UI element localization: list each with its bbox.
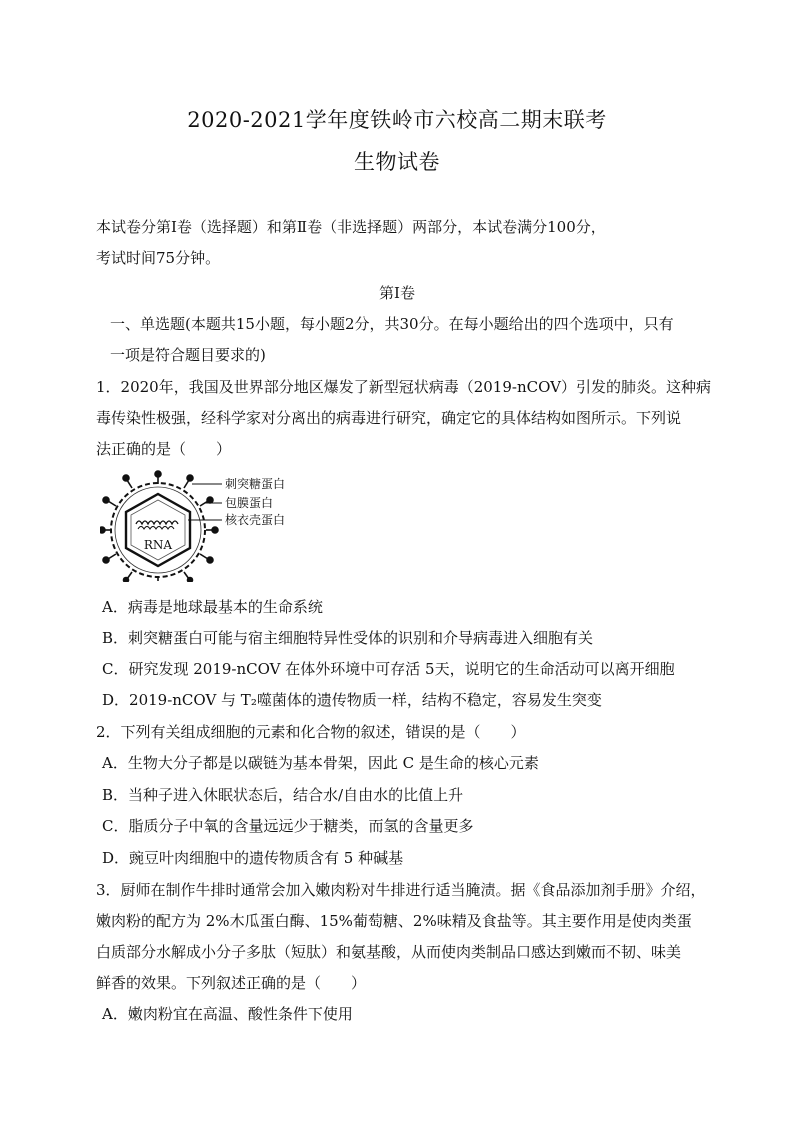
section-instruction-line-1: 一、单选题(本题共15小题，每小题2分，共30分。在每小题给出的四个选项中，只有 [110,315,674,333]
q2-option-d: D．豌豆叶肉细胞中的遗传物质含有 5 种碱基 [102,849,404,867]
virus-structure-diagram [100,470,310,582]
section-instruction-line-2: 一项是符合题目要求的) [110,346,266,364]
q1-stem-line-2: 毒传染性极强，经科学家对分离出的病毒进行研究，确定它的具体结构如图所示。下列说 [96,409,682,427]
q3-stem-line-3: 白质部分水解成小分子多肽（短肽）和氨基酸，从而使肉类制品口感达到嫩而不韧、味美 [96,943,682,961]
q1-option-c: C．研究发现 2019-nCOV 在体外环境中可存活 5天，说明它的生命活动可以离开细胞 [102,660,675,678]
exam-subtitle: 生物试卷 [354,150,440,174]
q3-stem-line-4: 鲜香的效果。下列叙述正确的是（ ） [96,974,367,992]
q3-stem-line-1: 3．厨师在制作牛排时通常会加入嫩肉粉对牛排进行适当腌渍。据《食品添加剂手册》介绍， [96,881,706,899]
q1-stem-line-1: 1．2020年，我国及世界部分地区爆发了新型冠状病毒（2019-nCOV）引发的肺炎。这种病 [96,378,711,396]
q1-stem-line-3: 法正确的是（ ） [96,440,232,458]
q1-option-d: D．2019-nCOV 与 T₂噬菌体的遗传物质一样，结构不稳定，容易发生突变 [102,691,602,709]
envelope-protein-label: 包膜蛋白 [225,496,274,510]
spike-glycoprotein-label: 刺突糖蛋白 [225,477,286,491]
section-title: 第Ⅰ卷 [379,284,415,302]
q1-option-b: B．刺突糖蛋白可能与宿主细胞特异性受体的识别和介导病毒进入细胞有关 [102,629,594,647]
q1-option-a: A．病毒是地球最基本的生命系统 [102,598,323,616]
nucleocapsid-protein-label: 核衣壳蛋白 [225,513,286,527]
exam-title: 2020-2021学年度铁岭市六校高二期末联考 [187,108,607,132]
rna-label: RNA [143,538,173,552]
intro-line-2: 考试时间75分钟。 [96,249,221,267]
q2-option-b: B．当种子进入休眠状态后，结合水/自由水的比值上升 [102,786,464,804]
q3-option-a: A．嫩肉粉宜在高温、酸性条件下使用 [102,1005,353,1023]
q3-stem-line-2: 嫩肉粉的配方为 2%木瓜蛋白酶、15%葡萄糖、2%味精及食盐等。其主要作用是使肉类蛋 [96,912,692,930]
intro-line-1: 本试卷分第Ⅰ卷（选择题）和第Ⅱ卷（非选择题）两部分，本试卷满分100分， [96,218,606,236]
q2-stem: 2．下列有关组成细胞的元素和化合物的叙述，错误的是（ ） [96,723,526,741]
virus-body [100,471,218,582]
q2-option-a: A．生物大分子都是以碳链为基本骨架，因此 C 是生命的核心元素 [102,754,539,772]
q2-option-c: C．脂质分子中氧的含量远远少于糖类，而氢的含量更多 [102,817,474,835]
